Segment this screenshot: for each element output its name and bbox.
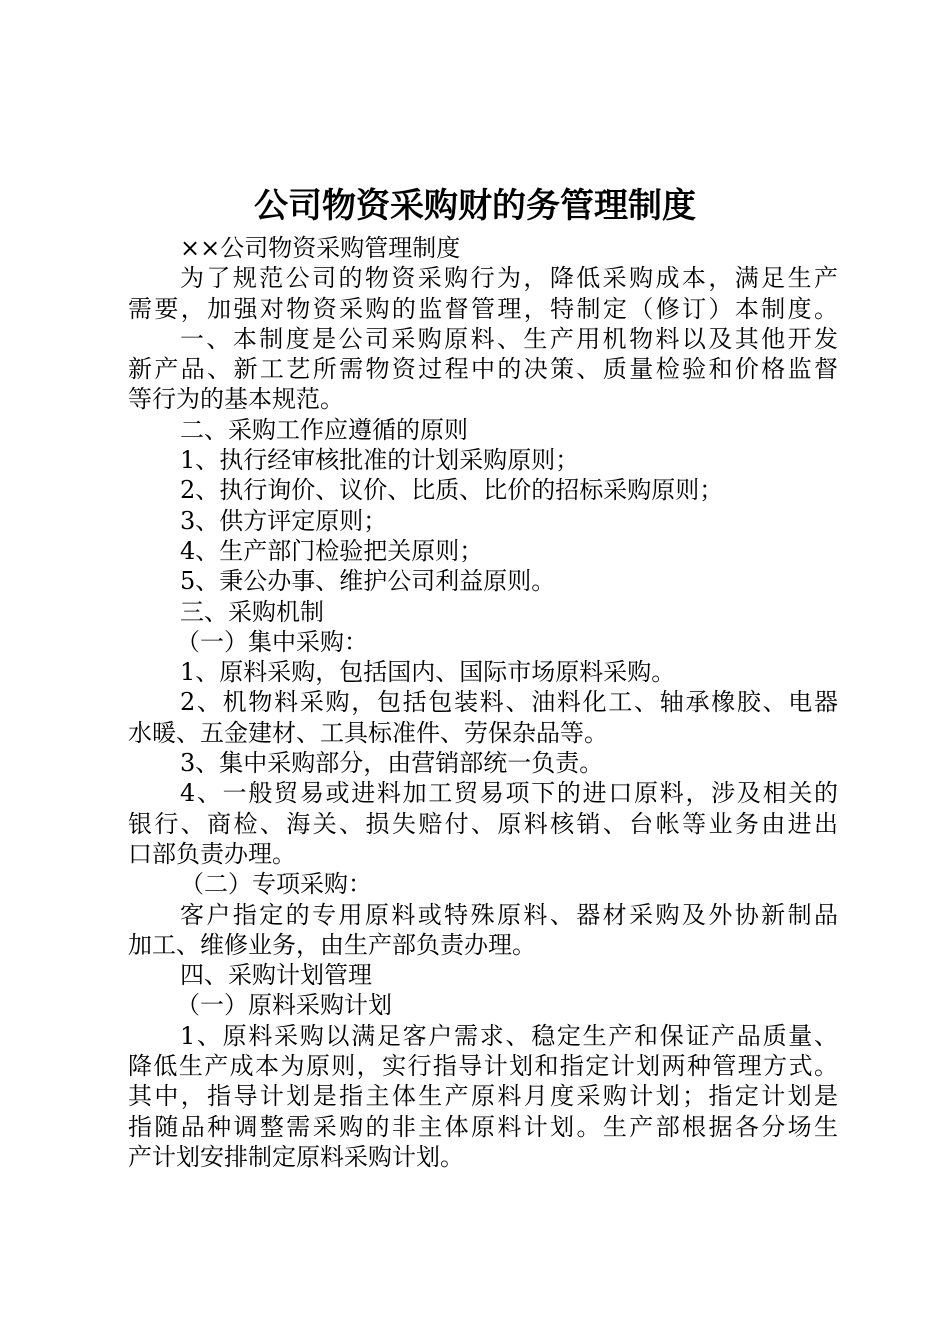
- doc-line-9: 2、执行询价、议价、比质、比价的招标采购原则；: [180, 476, 724, 505]
- document-title: 公司物资采购财的务管理制度: [254, 186, 696, 226]
- doc-line-12: 5、秉公办事、维护公司利益原则。: [180, 567, 556, 596]
- doc-line-4: 一、本制度是公司采购原料、生产用机物料以及其他开发: [180, 324, 838, 353]
- doc-line-31: 产计划安排制定原料采购计划。: [128, 1142, 464, 1171]
- doc-line-1: ××公司物资采购管理制度: [180, 234, 461, 262]
- doc-line-14: （一）集中采购：: [176, 627, 368, 656]
- doc-line-10: 3、供方评定原则；: [180, 506, 388, 535]
- doc-line-11: 4、生产部门检验把关原则；: [180, 536, 484, 565]
- doc-line-13: 三、采购机制: [180, 597, 324, 626]
- doc-line-17: 水暖、五金建材、工具标准件、劳保杂品等。: [128, 718, 608, 747]
- doc-line-19: 4、一般贸易或进料加工贸易项下的进口原料，涉及相关的: [180, 779, 838, 808]
- doc-line-27: 1、原料采购以满足客户需求、稳定生产和保证产品质量、: [180, 1021, 838, 1050]
- doc-line-8: 1、执行经审核批准的计划采购原则；: [180, 446, 580, 475]
- doc-line-6: 等行为的基本规范。: [128, 385, 344, 414]
- doc-line-16: 2、机物料采购，包括包装料、油料化工、轴承橡胶、电器: [180, 688, 838, 717]
- doc-line-26: （一）原料采购计划: [176, 991, 392, 1020]
- doc-line-20: 银行、商检、海关、损失赔付、原料核销、台帐等业务由进出: [128, 809, 838, 838]
- doc-line-24: 加工、维修业务，由生产部负责办理。: [128, 930, 536, 959]
- document-body: [128, 233, 838, 1172]
- doc-line-7: 二、采购工作应遵循的原则: [180, 415, 468, 444]
- doc-line-29: 其中，指导计划是指主体生产原料月度采购计划；指定计划是: [128, 1082, 838, 1111]
- doc-line-2: 为了规范公司的物资采购行为，降低采购成本，满足生产: [180, 264, 838, 293]
- doc-line-21: 口部负责办理。: [128, 839, 296, 868]
- doc-line-25: 四、采购计划管理: [180, 961, 372, 990]
- doc-line-3: 需要，加强对物资采购的监督管理，特制定（修订）本制度。: [128, 294, 838, 323]
- doc-line-23: 客户指定的专用原料或特殊原料、器材采购及外协新制品: [180, 900, 838, 929]
- doc-line-30: 指随品种调整需采购的非主体原料计划。生产部根据各分场生: [128, 1112, 838, 1141]
- doc-line-5: 新产品、新工艺所需物资过程中的决策、质量检验和价格监督: [128, 355, 838, 384]
- doc-line-15: 1、原料采购，包括国内、国际市场原料采购。: [180, 658, 676, 687]
- doc-line-22: （二）专项采购：: [180, 870, 372, 899]
- doc-line-28: 降低生产成本为原则，实行指导计划和指定计划两种管理方式。: [128, 1052, 838, 1081]
- doc-line-18: 3、集中采购部分，由营销部统一负责。: [180, 749, 604, 778]
